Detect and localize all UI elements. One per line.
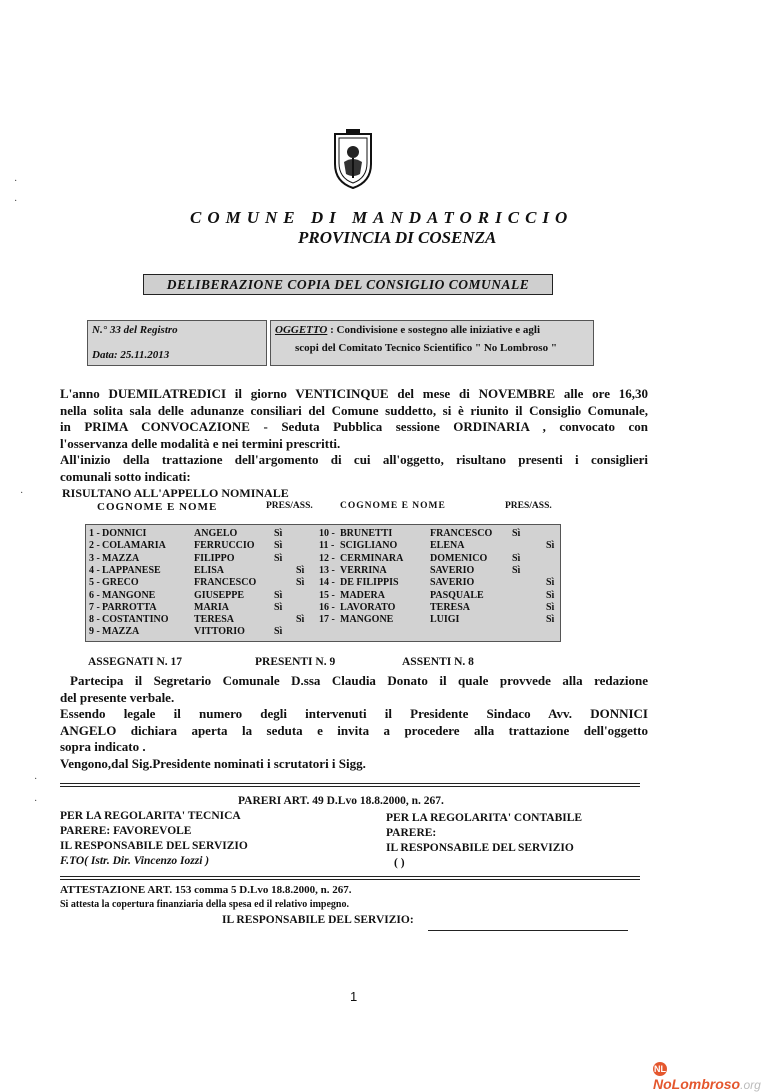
registro-numero: N.° 33 del Registro [92,324,178,336]
scan-mark: · [34,796,38,807]
member-name: ELISA [194,564,225,576]
oggetto-line2: scopi del Comitato Tecnico Scientifico " No Lombroso " [295,342,557,354]
scan-mark: · [20,488,24,499]
watermark-icon: NL [654,1064,666,1075]
member-name: GIUSEPPE [194,589,245,601]
registro-data: Data: 25.11.2013 [92,349,170,361]
attestazione-title: ATTESTAZIONE ART. 153 comma 5 D.Lvo 18.8.2000, n. 267. [60,884,352,896]
member-surname: COLAMARIA [102,540,166,552]
count-presenti: PRESENTI N. 9 [255,656,336,668]
intro-text [60,386,648,485]
roll-header-left: COGNOME E NOME [97,501,218,513]
member-number: 9 - [89,626,100,638]
member-name: SAVERIO [430,577,475,589]
roll-call-row [86,614,560,626]
oggetto-box [270,320,594,366]
member-number: 8 - [89,614,100,626]
member-surname: CERMINARA [340,552,404,564]
comune-title: COMUNE DI MANDATORICCIO [190,208,574,227]
member-name: FERRUCCIO [194,540,255,552]
parere-contabile: PARERE: [386,827,437,839]
pareri-tecnica: PER LA REGOLARITA' TECNICA [60,810,241,822]
member-name: MARIA [194,601,229,613]
roll-header-presass-left: PRES/ASS. [266,501,313,511]
delibera-banner: DELIBERAZIONE COPIA DEL CONSIGLIO COMUNALE [143,274,553,295]
member-name: SAVERIO [430,564,475,576]
member-number: 2 - [89,540,100,552]
verbale-line: ANGELO dichiara aperta la seduta e invita a procedere alla trattazione dell'oggetto [60,722,648,738]
member-present: Sì [274,626,283,638]
member-number: 16 - [319,601,335,613]
signature-line [428,930,628,931]
attestazione-text: Si attesta la copertura finanziaria della spesa ed il relativo impegno. [60,899,349,910]
parere-tecnica: PARERE: FAVOREVOLE [60,825,192,837]
roll-call-row [86,553,560,565]
oggetto-label: OGGETTO [275,324,328,336]
member-name: ANGELO [194,528,238,539]
member-surname: COSTANTINO [102,614,169,626]
verbale-line: Partecipa il Segretario Comunale D.ssa Claudia Donato il quale provvede alla redazione [70,673,648,688]
intro-line: comunali sotto indicati: [60,468,191,484]
scan-mark: · [14,196,18,207]
member-present: Sì [274,540,283,552]
member-absent: Sì [296,577,305,589]
count-assegnati: ASSEGNATI N. 17 [88,656,183,668]
member-surname: GRECO [102,577,139,589]
roll-call-row [86,540,560,552]
municipal-crest-icon [330,128,376,190]
verbale-line: Essendo legale il numero degli intervenuti il Presidente Sindaco Avv. DONNICI [60,706,648,721]
attestazione-responsabile: IL RESPONSABILE DEL SERVIZIO: [222,914,414,926]
roll-call-row [86,626,560,638]
member-absent: Sì [546,540,555,552]
roll-header-right: COGNOME E NOME [340,501,446,511]
roll-call-title: RISULTANO ALL'APPELLO NOMINALE [62,486,289,500]
member-surname: MAZZA [102,626,140,638]
intro-line: l'osservanza delle modalità e nei termini prescritti. [60,435,341,451]
member-number: 17 - [319,614,335,626]
watermark-suffix: .org [740,1078,761,1092]
member-name: DOMENICO [430,552,488,564]
member-present: Sì [512,564,521,576]
intro-line: All'inizio della trattazione dell'argomento di cui all'oggetto, risultano presenti i consiglieri [60,452,648,467]
verbale-line: Vengono,dal Sig.Presidente nominati i scrutatori i Sigg. [60,755,366,771]
member-number: 11 - [319,540,335,552]
count-assenti: ASSENTI N. 8 [402,656,474,668]
member-number: 1 - [89,528,100,539]
provincia-title: PROVINCIA DI COSENZA [298,228,497,247]
member-surname: VERRINA [340,564,387,576]
member-number: 14 - [319,577,335,589]
member-surname: LAVORATO [340,601,396,613]
member-name: FRANCESCO [430,528,493,539]
member-absent: Sì [546,601,555,613]
member-present: Sì [274,552,283,564]
member-present: Sì [274,601,283,613]
intro-line: in PRIMA CONVOCAZIONE - Seduta Pubblica sessione ORDINARIA , convocato con [60,419,648,434]
member-name: FILIPPO [194,552,235,564]
member-number: 6 - [89,589,100,601]
member-name: ELENA [430,540,465,552]
member-surname: MADERA [340,589,385,601]
member-present: Sì [512,552,521,564]
member-number: 5 - [89,577,100,589]
divider [60,783,640,787]
firma-tecnica: F.TO( Istr. Dir. Vincenzo Iozzi ) [60,855,210,867]
verbale-line: del presente verbale. [60,689,175,705]
roll-call-table [85,524,561,642]
member-absent: Sì [296,614,305,626]
roll-call-row [86,590,560,602]
scan-mark: · [34,774,38,785]
pareri-contabile: PER LA REGOLARITA' CONTABILE [386,812,583,824]
member-surname: DONNICI [102,528,147,539]
member-number: 4 - [89,564,100,576]
member-number: 10 - [319,528,335,539]
member-name: TERESA [194,614,235,626]
page-number: 1 [350,989,358,1004]
member-number: 7 - [89,601,100,613]
member-surname: MANGONE [102,589,156,601]
member-surname: PARROTTA [102,601,157,613]
roll-call-row [86,528,560,540]
member-absent: Sì [546,614,555,626]
member-absent: Sì [546,577,555,589]
member-present: Sì [274,589,283,601]
firma-contabile: ( ) [394,857,405,869]
verbale-line: sopra indicato . [60,739,146,754]
member-surname: SCIGLIANO [340,540,398,552]
member-surname: MAZZA [102,552,140,564]
roll-call-row [86,565,560,577]
member-number: 13 - [319,564,335,576]
oggetto-line1: : Condivisione e sostegno alle iniziative e agli [327,324,541,336]
registro-box [87,320,267,366]
member-surname: MANGONE [340,614,394,626]
member-absent: Sì [546,589,555,601]
pareri-title: PARERI ART. 49 D.Lvo 18.8.2000, n. 267. [238,795,444,807]
intro-line: nella solita sala delle adunanze consiliari del Comune suddetto, si è riunito il Consiglio Comunale, [60,402,648,418]
member-surname: DE FILIPPIS [340,577,399,589]
member-number: 15 - [319,589,335,601]
member-name: TERESA [430,601,471,613]
roll-call-row [86,602,560,614]
member-name: PASQUALE [430,589,484,601]
roll-call-row [86,577,560,589]
member-present: Sì [512,528,521,539]
member-absent: Sì [296,564,305,576]
member-name: VITTORIO [194,626,245,638]
member-number: 3 - [89,552,100,564]
member-surname: LAPPANESE [102,564,161,576]
divider [60,876,640,880]
responsabile-contabile: IL RESPONSABILE DEL SERVIZIO [386,842,574,854]
member-present: Sì [274,528,283,539]
member-name: LUIGI [430,614,460,626]
member-number: 12 - [319,552,335,564]
scan-mark: · [14,176,18,187]
roll-header-presass-right: PRES/ASS. [505,501,552,511]
intro-line: L'anno DUEMILATREDICI il giorno VENTICINQUE del mese di NOVEMBRE alle ore 16,30 [60,386,648,401]
member-name: FRANCESCO [194,577,257,589]
watermark-logo [653,1060,767,1092]
verbale-text [60,673,648,772]
member-surname: BRUNETTI [340,528,393,539]
responsabile-tecnica: IL RESPONSABILE DEL SERVIZIO [60,840,248,852]
watermark-text: NoLombroso [653,1076,741,1092]
